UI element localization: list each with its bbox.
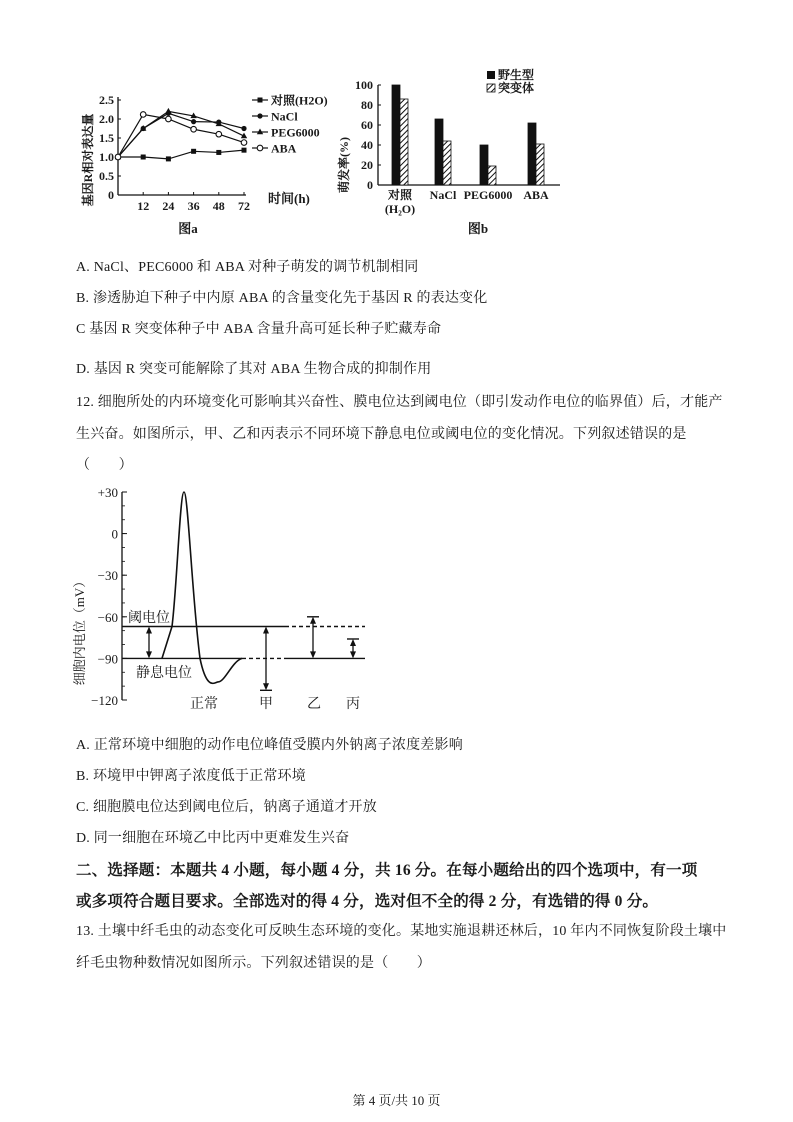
figure-b-y-tick-label: 100 <box>355 78 373 92</box>
membrane-y-tick-label: −60 <box>97 609 118 625</box>
condition-yi: 乙 <box>307 697 321 712</box>
figure-a-series-line <box>118 111 244 157</box>
marker-square <box>216 150 221 155</box>
membrane-y-tick-label: +30 <box>97 485 118 500</box>
marker-triangle <box>165 108 171 114</box>
legend-label: 突变体 <box>498 81 535 95</box>
membrane-y-tick-label: −30 <box>97 568 118 584</box>
figure-a-y-tick-label: 2.0 <box>99 112 114 126</box>
figure-b-chart <box>330 60 570 240</box>
condition-jia: 甲 <box>259 697 273 712</box>
q11-option-a: A. NaCl、PEC6000 和 ABA 对种子萌发的调节机制相同 <box>76 260 419 275</box>
figure-a-y-tick-label: 0.5 <box>99 169 114 183</box>
legend-label: 对照(H2O) <box>271 93 328 108</box>
figure-b-x-label: ABA <box>523 188 549 202</box>
q12-stem-line3: （ ） <box>76 458 133 473</box>
page-footer: 第 4 页/共 10 页 <box>352 1093 441 1108</box>
figure-a-x-tick-label: 12 <box>137 199 150 213</box>
marker-open-circle <box>191 126 197 132</box>
figure-a-x-tick-label: 24 <box>162 199 175 213</box>
figure-a-caption: 图a <box>178 221 198 236</box>
arrow-head <box>310 651 316 658</box>
marker-square <box>242 148 247 153</box>
arrow-head <box>263 683 269 690</box>
q11-option-c: C 基因 R 突变体种子中 ABA 含量升高可延长种子贮藏寿命 <box>76 322 442 337</box>
figure-a-y-tick-label: 1.0 <box>99 150 114 164</box>
marker-dot <box>191 119 196 124</box>
section2-line1: 二、选择题：本题共 4 小题，每小题 4 分，共 16 分。在每小题给出的四个选项中，有一项 <box>76 862 698 879</box>
arrow-head <box>146 627 152 634</box>
figure-a-xlabel: 时间(h) <box>268 191 310 206</box>
q12-stem-line1: 12. 细胞所处的内环境变化可影响其兴奋性、膜电位达到阈电位（即引发动作电位的临界值）后，才能产 <box>76 395 723 410</box>
figure-a-chart <box>70 80 330 245</box>
arrow-head <box>263 627 269 634</box>
figure-b-x-label: NaCl <box>429 188 457 202</box>
legend-swatch-mutant <box>487 84 495 92</box>
figure-b-bar <box>536 144 544 185</box>
figure-b-y-tick-label: 60 <box>361 118 373 132</box>
marker-triangle <box>257 129 263 135</box>
figure-b-bar <box>400 99 408 185</box>
figure-a-y-tick-label: 1.5 <box>99 131 114 145</box>
figure-b-caption: 图b <box>467 221 489 236</box>
marker-dot <box>257 113 262 118</box>
membrane-potential-chart <box>70 480 380 720</box>
marker-open-circle <box>257 145 263 151</box>
q12-option-b: B. 环境甲中钾离子浓度低于正常环境 <box>76 769 306 784</box>
membrane-y-tick-label: −90 <box>97 651 118 667</box>
marker-dot <box>241 126 246 131</box>
figure-b-x-label: (H₂O) <box>384 202 416 216</box>
figure-a-ylabel: 基因R相对表达量 <box>81 113 95 207</box>
q12-option-c: C. 细胞膜电位达到阈电位后，钠离子通道才开放 <box>76 800 377 815</box>
marker-square <box>166 156 171 161</box>
figure-b-x-label: PEG6000 <box>463 188 513 202</box>
marker-open-circle <box>140 112 146 118</box>
figure-b-bar <box>488 166 496 185</box>
membrane-y-tick-label: −120 <box>91 693 118 708</box>
q11-option-b: B. 渗透胁迫下种子中内原 ABA 的含量变化先于基因 R 的表达变化 <box>76 291 488 306</box>
marker-square <box>191 149 196 154</box>
marker-open-circle <box>166 116 172 122</box>
figure-b-y-tick-label: 40 <box>361 138 373 152</box>
legend-label: PEG6000 <box>271 125 320 140</box>
figure-b-y-tick-label: 20 <box>361 158 373 172</box>
figure-b-y-tick-label: 80 <box>361 98 373 112</box>
action-potential-curve <box>162 492 242 683</box>
figure-b-bar <box>480 145 488 185</box>
legend-label: 野生型 <box>498 68 535 82</box>
figure-b-x-label: 对照 <box>387 188 413 202</box>
resting-label: 静息电位 <box>136 666 192 681</box>
figure-a-x-tick-label: 36 <box>187 199 200 213</box>
membrane-y-tick-label: 0 <box>111 526 118 542</box>
figure-a-x-tick-label: 72 <box>238 199 250 213</box>
figure-b-bar <box>392 85 400 185</box>
figure-b-bar <box>528 123 536 185</box>
q12-stem-line2: 生兴奋。如图所示，甲、乙和丙表示不同环境下静息电位或阈电位的变化情况。下列叙述错误的是 <box>76 427 687 442</box>
legend-swatch-wildtype <box>487 71 495 79</box>
figure-b-ylabel: 萌发率(%) <box>337 137 351 193</box>
q12-option-a: A. 正常环境中细胞的动作电位峰值受膜内外钠离子浓度差影响 <box>76 738 463 753</box>
q13-stem-line2: 纤毛虫物种数情况如图所示。下列叙述错误的是（ ） <box>76 956 431 971</box>
threshold-label: 阈电位 <box>128 611 170 626</box>
figure-a-y-tick-label: 2.5 <box>99 93 114 107</box>
membrane-ylabel: 细胞内电位（mV） <box>72 574 87 686</box>
marker-open-circle <box>216 131 222 137</box>
legend-label: NaCl <box>271 109 298 124</box>
arrow-head <box>350 651 356 658</box>
section2-line2: 或多项符合题目要求。全部选对的得 4 分，选对但不全的得 2 分，有选错的得 0 分。 <box>76 893 659 910</box>
arrow-head <box>146 651 152 658</box>
marker-open-circle <box>115 154 121 160</box>
q11-option-d: D. 基因 R 突变可能解除了其对 ABA 生物合成的抑制作用 <box>76 362 432 377</box>
legend-label: ABA <box>271 141 297 156</box>
figure-b-bar <box>443 141 451 185</box>
arrow-head <box>310 617 316 624</box>
figure-b-y-tick-label: 0 <box>367 178 373 192</box>
arrow-head <box>350 639 356 646</box>
figure-a-y-tick-label: 0 <box>108 188 114 202</box>
figure-a-x-tick-label: 48 <box>212 199 225 213</box>
condition-bing: 丙 <box>346 697 360 712</box>
marker-square <box>258 98 263 103</box>
figure-b-bar <box>435 119 443 185</box>
marker-open-circle <box>241 140 247 146</box>
q12-option-d: D. 同一细胞在环境乙中比丙中更难发生兴奋 <box>76 831 350 846</box>
figure-a-series-line <box>118 150 244 159</box>
condition-normal: 正常 <box>190 697 218 712</box>
q13-stem-line1: 13. 土壤中纤毛虫的动态变化可反映生态环境的变化。某地实施退耕还林后，10 年内不同恢复阶段土壤中 <box>76 924 727 939</box>
marker-square <box>141 155 146 160</box>
